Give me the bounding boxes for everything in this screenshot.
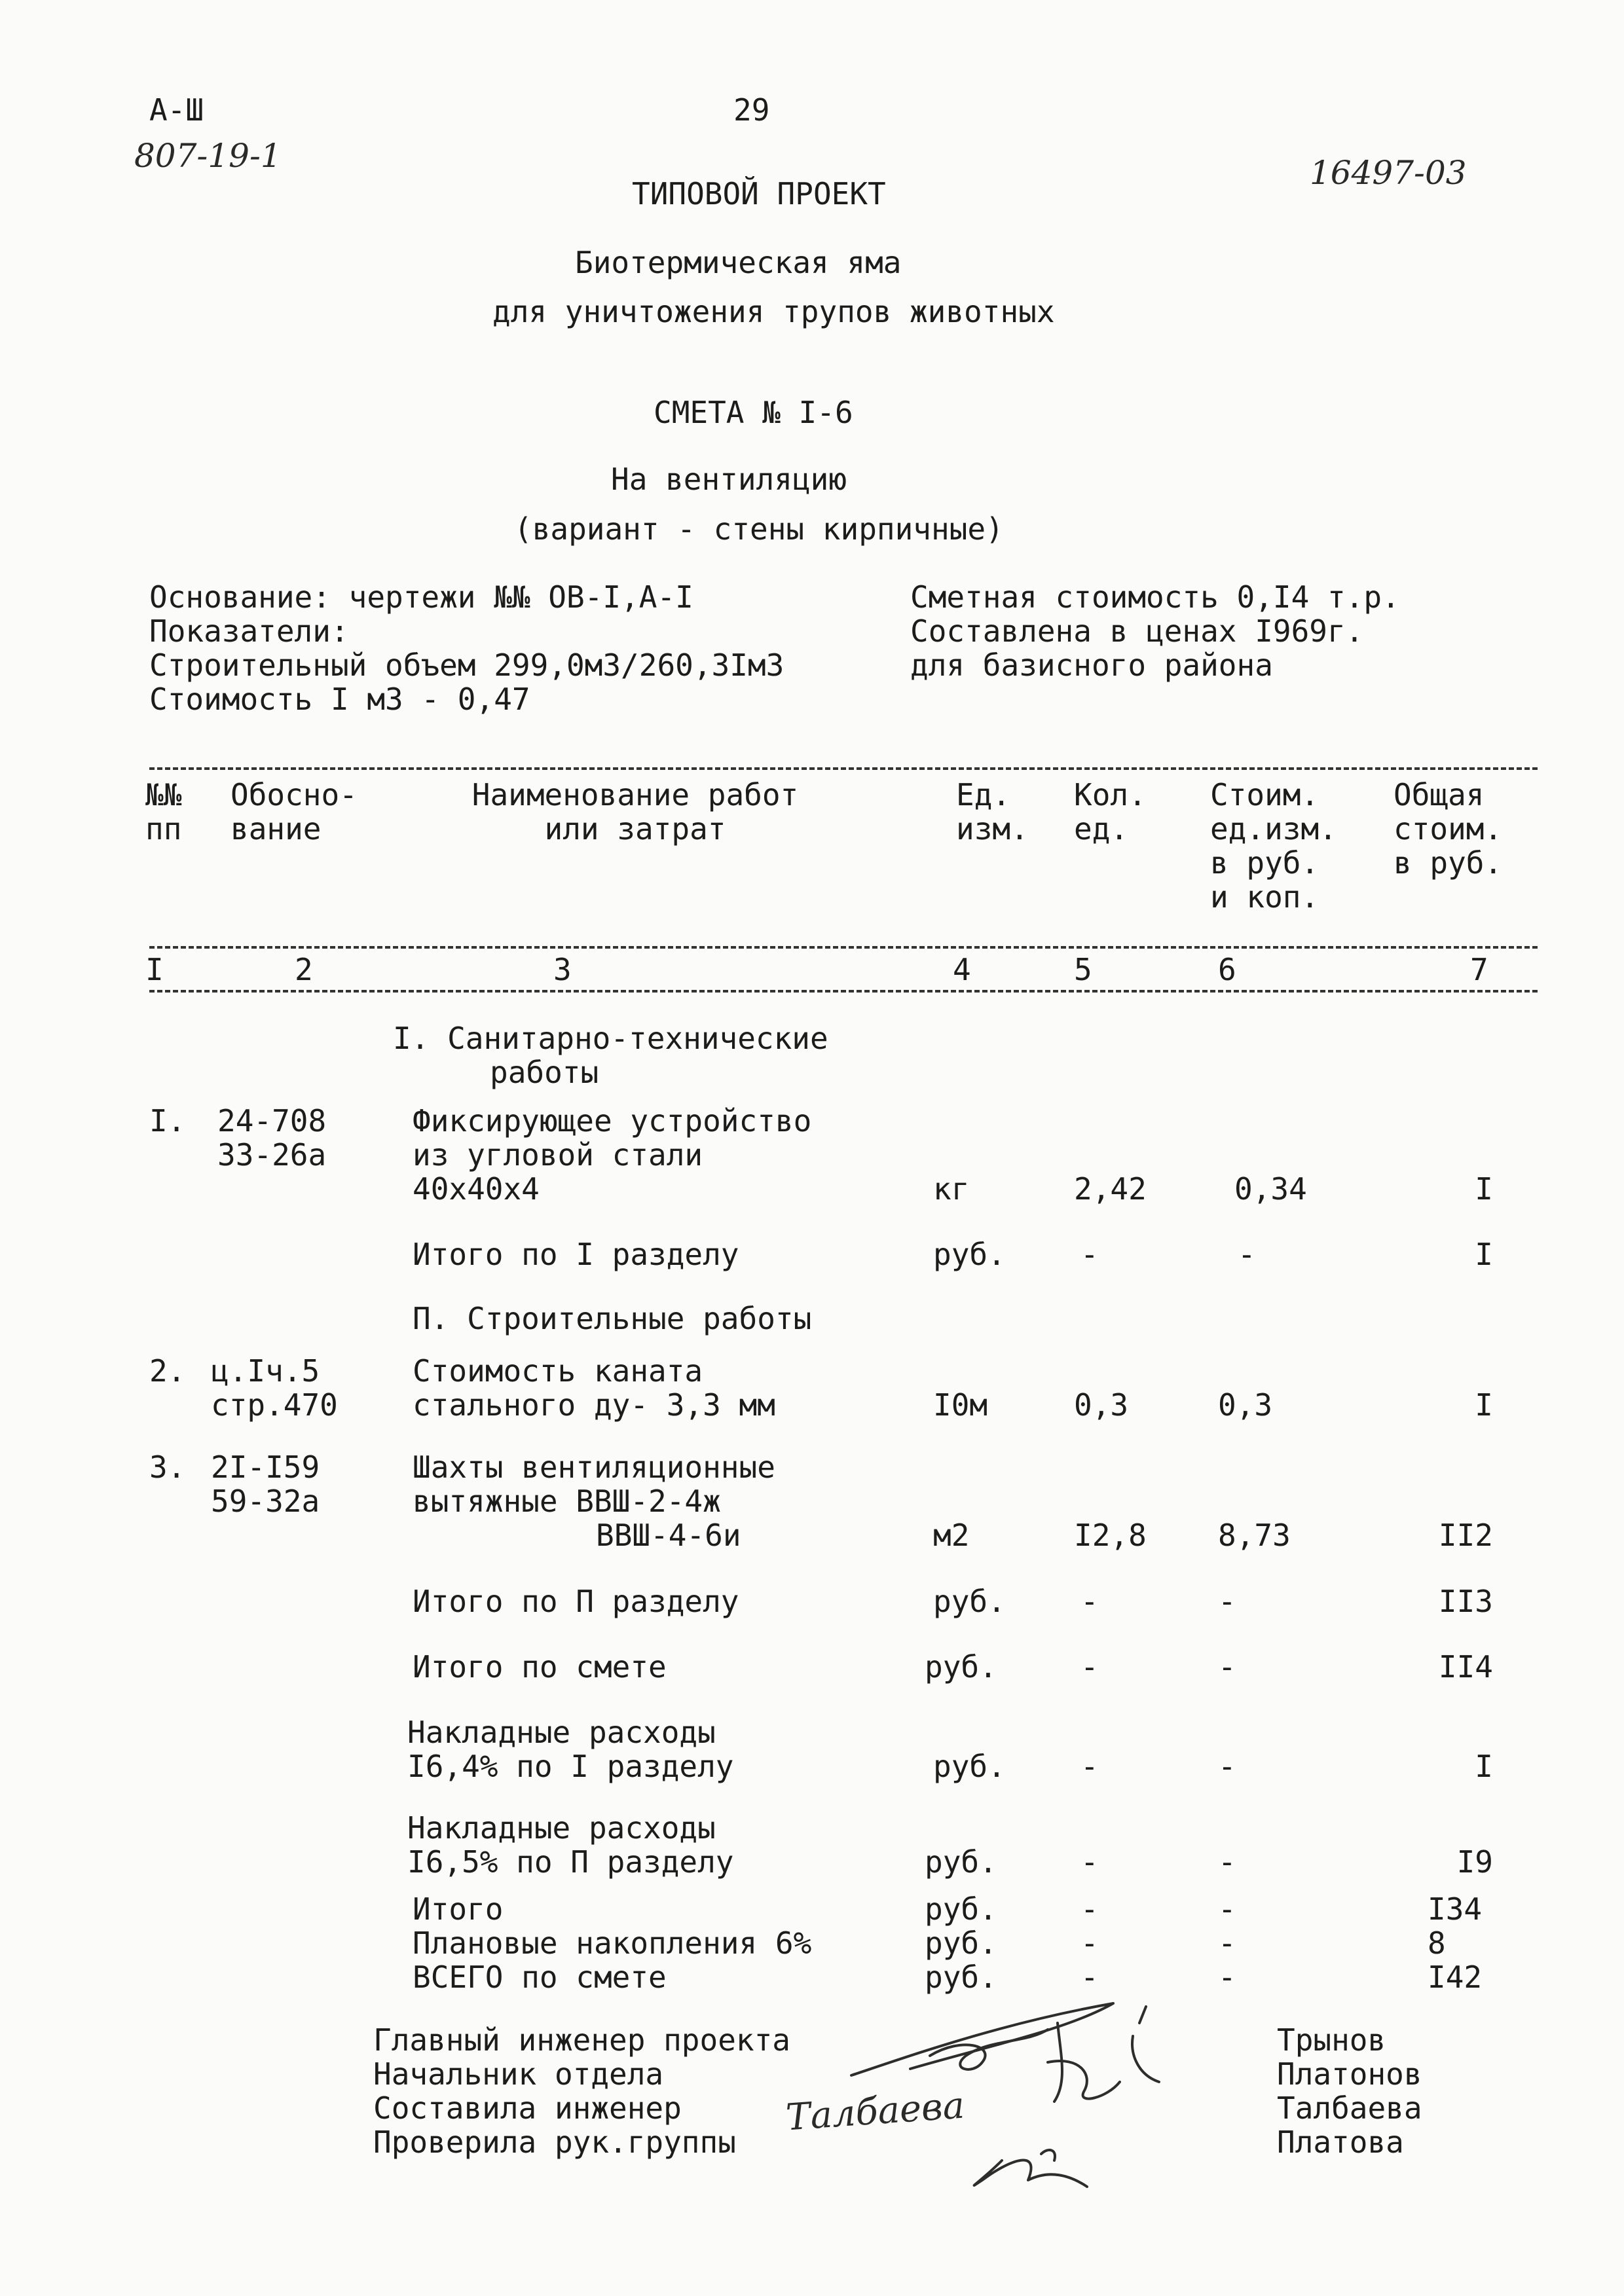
header-total-line1: Общая: [1393, 777, 1485, 812]
summary-planned-unit: руб.: [925, 1925, 997, 1961]
section1-title-line2: работы: [490, 1055, 599, 1090]
summary-grand-total-total: I42: [1428, 1959, 1483, 1995]
table-colnum-rule: [149, 990, 1538, 993]
row1-basis-line2: 33-26а: [217, 1137, 327, 1173]
col-number-1: I: [145, 952, 164, 987]
info-right: [910, 580, 1400, 682]
signature-roles: [373, 2023, 790, 2159]
role-checked-by: Проверила рук.группы: [373, 2124, 736, 2160]
info-indicators: Показатели:: [149, 613, 349, 649]
overhead1-qty: -: [1080, 1749, 1099, 1784]
estimate-total-total: II4: [1438, 1649, 1493, 1685]
signature-stroke-2: [930, 2030, 1048, 2069]
info-left: [149, 580, 784, 716]
row1-basis: [217, 1104, 326, 1172]
header-price-line2: ед.изм.: [1210, 811, 1337, 847]
doc-type: ТИПОВОЙ ПРОЕКТ: [632, 176, 886, 211]
header-price-line3: в руб.: [1210, 845, 1320, 881]
overhead1-name-line1: Накладные расходы: [407, 1715, 716, 1750]
summary-planned-price: -: [1218, 1925, 1236, 1961]
header-qty-line2: ед.: [1074, 811, 1129, 847]
info-basis: Основание: чертежи №№ ОВ-I,А-I: [149, 579, 693, 615]
role-compiled-by: Составила инженер: [373, 2090, 682, 2126]
row2-num: 2.: [149, 1353, 186, 1389]
table-top-rule: [149, 767, 1538, 770]
row3-basis: [211, 1450, 320, 1518]
header-name: [426, 778, 845, 846]
col-number-4: 4: [953, 952, 971, 987]
header-basis-line2: вание: [231, 811, 322, 847]
subtotal1-qty: -: [1080, 1237, 1099, 1272]
header-name-line2: или затрат: [544, 811, 726, 847]
header-name-line1: Наименование работ: [471, 777, 799, 812]
row1-price: 0,34: [1234, 1171, 1307, 1207]
row2-basis: [211, 1354, 338, 1422]
summary-units: [925, 1892, 997, 1994]
section2-title: П. Строительные работы: [413, 1301, 812, 1336]
overhead1-price: -: [1218, 1749, 1236, 1784]
subtotal1-price: -: [1238, 1237, 1256, 1272]
row1-num: I.: [149, 1103, 186, 1139]
overhead1-name: [407, 1715, 734, 1783]
series-mark: А-Ш: [149, 92, 204, 128]
row3-price: 8,73: [1218, 1518, 1291, 1553]
header-price-line1: Стоим.: [1210, 777, 1320, 812]
table-header-rule: [149, 946, 1538, 949]
row2-basis-line2: стр.470: [211, 1387, 338, 1423]
col-number-3: 3: [553, 952, 572, 987]
subtotal2-total: II3: [1438, 1584, 1493, 1619]
overhead2-name-line1: Накладные расходы: [407, 1810, 716, 1846]
row3-unit: м2: [933, 1518, 970, 1553]
row1-name-line3: 40х40х4: [413, 1171, 540, 1207]
row3-name-line1: Шахты вентиляционные: [413, 1449, 775, 1485]
subtotal2-name: Итого по П разделу: [413, 1584, 739, 1619]
row2-price: 0,3: [1218, 1387, 1273, 1423]
role-chief-engineer: Главный инженер проекта: [373, 2022, 790, 2058]
row3-basis-line2: 59-32а: [211, 1484, 320, 1519]
summary-subtotal-price: -: [1218, 1891, 1236, 1927]
estimate-total-name: Итого по смете: [413, 1649, 667, 1685]
signature-names: [1277, 2023, 1422, 2159]
signature-stroke-4: [1132, 2007, 1159, 2082]
summary-totals: [1428, 1892, 1482, 1994]
estimate-total-qty: -: [1080, 1649, 1099, 1685]
row1-unit: кг: [933, 1171, 970, 1207]
overhead2-name: [407, 1811, 734, 1879]
estimate-variant: (вариант - стены кирпичные): [514, 511, 1004, 547]
estimate-total-unit: руб.: [925, 1649, 997, 1685]
subtotal1-unit: руб.: [933, 1237, 1006, 1272]
header-total-line3: в руб.: [1393, 845, 1503, 881]
header-price-line4: и коп.: [1210, 879, 1320, 915]
subtotal1-total: I: [1475, 1237, 1493, 1272]
name-head-of-department: Платонов: [1277, 2056, 1422, 2092]
estimate-subject: На вентиляцию: [611, 462, 847, 497]
row1-qty: 2,42: [1074, 1171, 1147, 1207]
project-code: 807-19-1: [134, 137, 282, 175]
col-number-5: 5: [1074, 952, 1092, 987]
header-unit-line1: Ед.: [956, 777, 1011, 812]
subtotal2-qty: -: [1080, 1584, 1099, 1619]
header-basis-line1: Обосно-: [231, 777, 358, 812]
header-num: [145, 778, 181, 846]
row3-num: 3.: [149, 1449, 186, 1485]
row2-name-line1: Стоимость каната: [413, 1353, 703, 1389]
overhead1-unit: руб.: [933, 1749, 1006, 1784]
overhead2-name-line2: I6,5% по П разделу: [407, 1844, 734, 1880]
header-basis: [231, 778, 358, 846]
summary-subtotal-qty: -: [1080, 1891, 1099, 1927]
section1-title-line1: I. Санитарно-технические: [393, 1021, 828, 1056]
estimate-number: СМЕТА № I-6: [654, 395, 853, 430]
subtotal1-name: Итого по I разделу: [413, 1237, 739, 1272]
name-compiled-by: Талбаева: [1277, 2090, 1422, 2126]
header-num-line1: №№: [145, 777, 182, 812]
row1-name-line2: из угловой стали: [413, 1137, 703, 1173]
header-unit: [956, 778, 1029, 846]
row3-name-line2: вытяжные ВВШ-2-4ж: [413, 1484, 721, 1519]
col-number-6: 6: [1218, 952, 1236, 987]
row2-name-line2: стального ду- 3,3 мм: [413, 1387, 775, 1423]
col-number-7: 7: [1470, 952, 1488, 987]
name-checked-by: Платова: [1277, 2124, 1404, 2160]
name-chief-engineer: Трынов: [1277, 2022, 1386, 2058]
row2-basis-line1: ц.Iч.5: [211, 1353, 320, 1389]
header-num-line2: пп: [145, 811, 182, 847]
page-number: 29: [733, 92, 770, 128]
summary-subtotal-unit: руб.: [925, 1891, 997, 1927]
info-unit-cost: Стоимость I м3 - 0,47: [149, 682, 530, 717]
header-qty-line1: Кол.: [1074, 777, 1147, 812]
row3-basis-line1: 2I-I59: [211, 1449, 320, 1485]
row2-name: [413, 1354, 775, 1422]
row1-name: [413, 1104, 811, 1206]
doc-title-line1: Биотермическая яма: [575, 245, 902, 280]
archive-number: 16497-03: [1310, 154, 1467, 192]
row2-total: I: [1475, 1387, 1493, 1423]
overhead1-total: I: [1475, 1749, 1493, 1784]
summary-planned-qty: -: [1080, 1925, 1099, 1961]
row3-name: [413, 1450, 775, 1552]
info-region: для базисного района: [910, 647, 1273, 683]
summary-grand-total-price: -: [1218, 1959, 1236, 1995]
row1-total: I: [1475, 1171, 1493, 1207]
summary-grand-total-qty: -: [1080, 1959, 1099, 1995]
header-price: [1210, 778, 1337, 914]
summary-planned-total: 8: [1428, 1925, 1446, 1961]
summary-subtotal-total: I34: [1428, 1891, 1483, 1927]
section1-title: [393, 1021, 828, 1089]
info-prices-year: Составлена в ценах I969г.: [910, 613, 1364, 649]
overhead2-unit: руб.: [925, 1844, 997, 1880]
row3-name-line3: ВВШ-4-6и: [596, 1518, 741, 1553]
summary-grand-total-name: ВСЕГО по смете: [413, 1959, 667, 1995]
doc-title-line2: для уничтожения трупов животных: [492, 294, 1055, 329]
signature-stroke-5: [974, 2150, 1087, 2187]
subtotal2-price: -: [1218, 1584, 1236, 1619]
header-total: [1393, 778, 1502, 880]
header-qty: [1074, 778, 1147, 846]
summary-prices: [1218, 1892, 1236, 1994]
row2-unit: I0м: [933, 1387, 988, 1423]
header-total-line2: стоим.: [1393, 811, 1503, 847]
overhead2-qty: -: [1080, 1844, 1099, 1880]
row3-qty: I2,8: [1074, 1518, 1147, 1553]
header-unit-line2: изм.: [956, 811, 1029, 847]
handwritten-signature-talbaeva: Талбаева: [784, 2084, 966, 2140]
row2-qty: 0,3: [1074, 1387, 1129, 1423]
summary-qtys: [1080, 1892, 1099, 1994]
overhead2-total: I9: [1456, 1844, 1493, 1880]
row3-total: II2: [1438, 1518, 1493, 1553]
row1-name-line1: Фиксирующее устройство: [413, 1103, 812, 1139]
row1-basis-line1: 24-708: [217, 1103, 327, 1139]
signature-stroke-3: [1048, 2023, 1120, 2102]
col-number-2: 2: [295, 952, 313, 987]
info-volume: Строительный объем 299,0м3/260,3Iм3: [149, 647, 784, 683]
info-estimate-cost: Сметная стоимость 0,I4 т.р.: [910, 579, 1400, 615]
summary-subtotal-name: Итого: [413, 1891, 504, 1927]
overhead1-name-line2: I6,4% по I разделу: [407, 1749, 734, 1784]
overhead2-price: -: [1218, 1844, 1236, 1880]
summary-planned-name: Плановые накопления 6%: [413, 1925, 812, 1961]
estimate-total-price: -: [1218, 1649, 1236, 1685]
role-head-of-department: Начальник отдела: [373, 2056, 664, 2092]
summary-grand-total-unit: руб.: [925, 1959, 997, 1995]
subtotal2-unit: руб.: [933, 1584, 1006, 1619]
summary-names: [413, 1892, 811, 1994]
